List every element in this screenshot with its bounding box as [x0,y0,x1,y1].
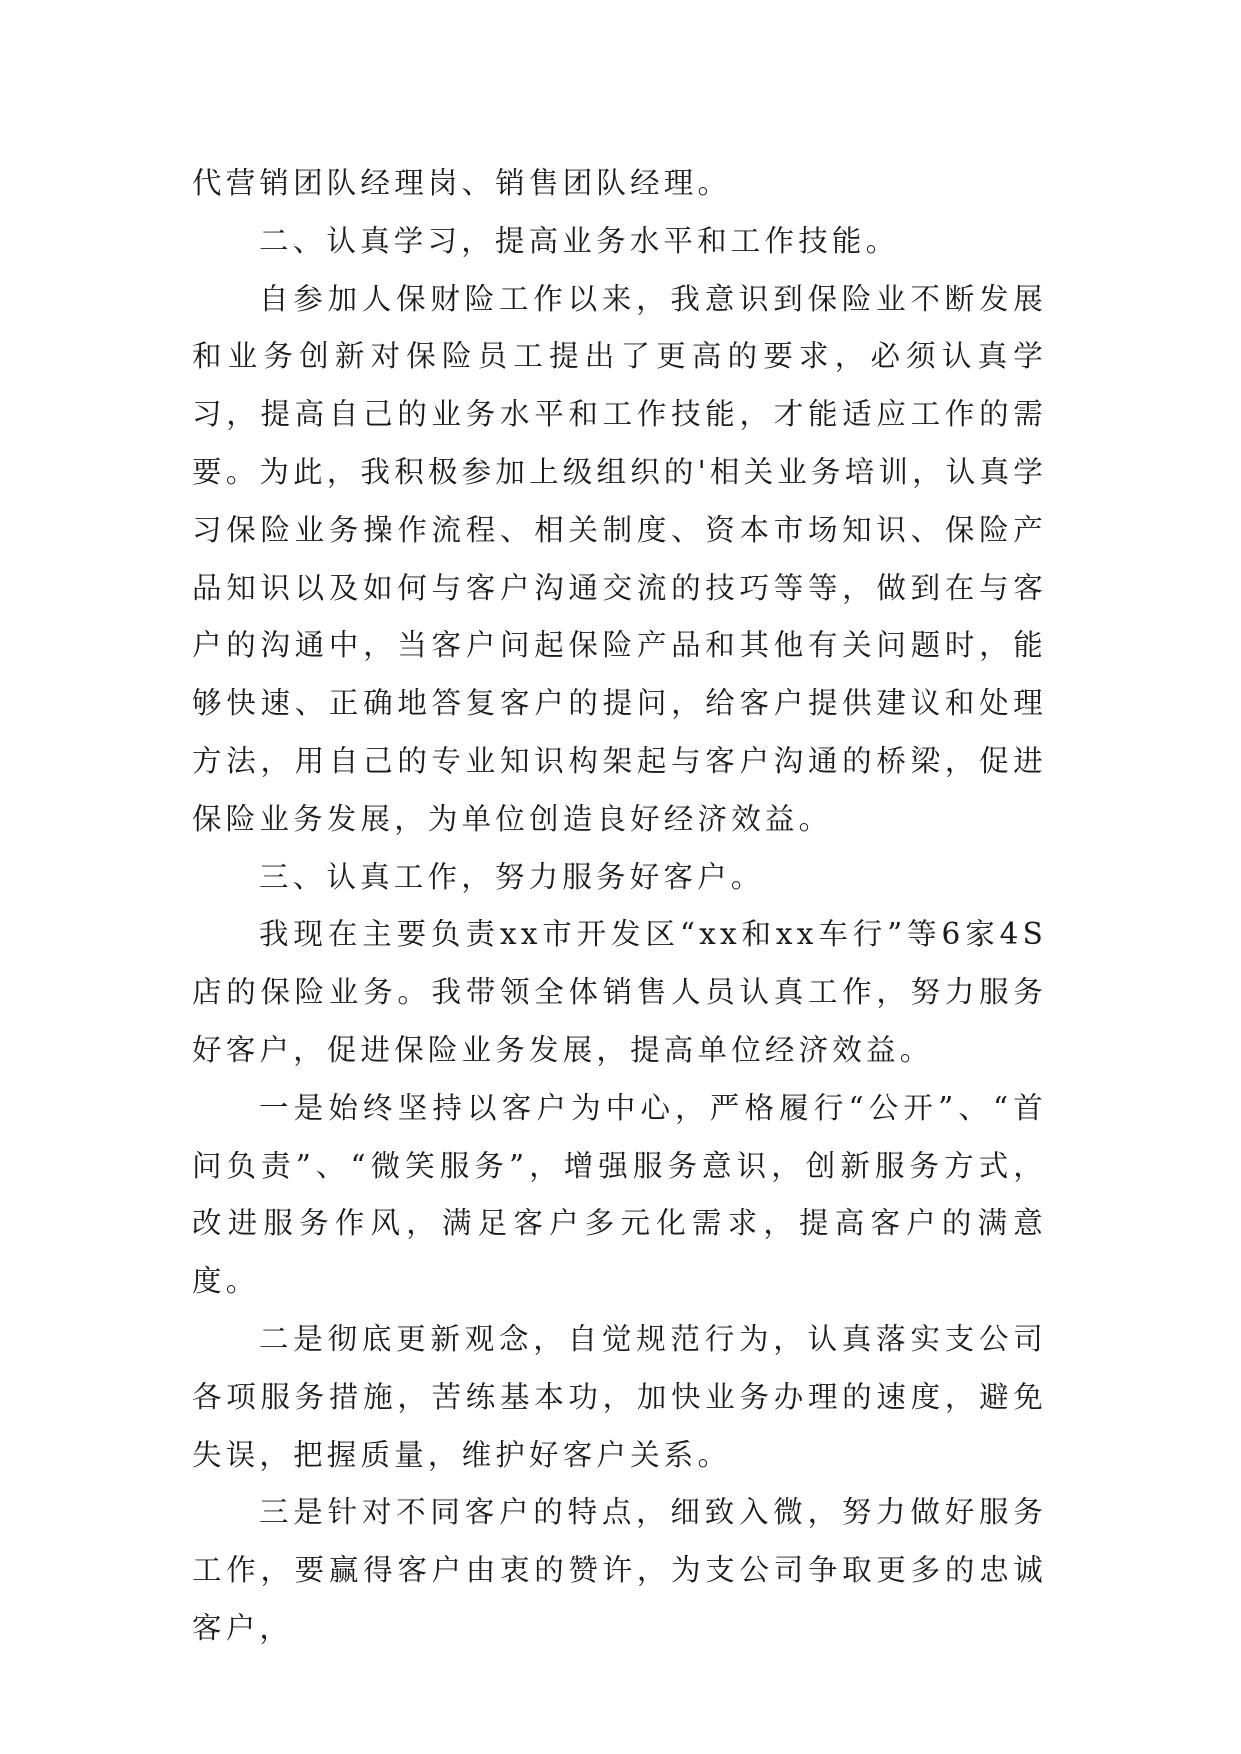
paragraph-6: 一是始终坚持以客户为中心，严格履行“公开”、“首问负责”、“微笑服务”，增强服务意识，创新服务方式，改进服务作风，满足客户多元化需求，提高客户的满意度。 [192,1090,1047,1299]
paragraph-5: 我现在主要负责xx市开发区“xx和xx车行”等6家4S店的保险业务。我带领全体销售人员认真工作，努力服务好客户，促进保险业务发展，提高单位经济效益。 [192,917,1047,1067]
paragraph-1: 代营销团队经理岗、销售团队经理。 [192,166,732,200]
document-body [192,155,1047,1658]
paragraph-8: 三是针对不同客户的特点，细致入微，努力做好服务工作，要赢得客户由衷的赞许，为支公司争取更多的忠诚客户， [192,1495,1047,1645]
section-heading-2: 二、认真学习，提高业务水平和工作技能。 [259,223,900,258]
paragraph-7: 二是彻底更新观念，自觉规范行为，认真落实支公司各项服务措施，苦练基本功，加快业务办理的速度，避免失误，把握质量，维护好客户关系。 [192,1321,1047,1472]
paragraph-3: 自参加人保财险工作以来，我意识到保险业不断发展和业务创新对保险员工提出了更高的要求，必须认真学习，提高自己的业务水平和工作技能，才能适应工作的需要。为此，我积极参加上级组织的'相关业务培训，认真学习保险业务操作流程、相关制度、资本市场知识、保险产品知识以及如何与客户沟通交流的技巧等等，做到在与客户的沟通中，当客户问起保险产品和其他有关问题时，能够快速、正确地答复客户的提问，给客户提供建议和处理方法，用自己的专业知识构架起与客户沟通的桥梁，促进保险业务发展，为单位创造良好经济效益。 [192,281,1047,836]
section-heading-3: 三、认真工作，努力服务好客户。 [259,859,765,894]
